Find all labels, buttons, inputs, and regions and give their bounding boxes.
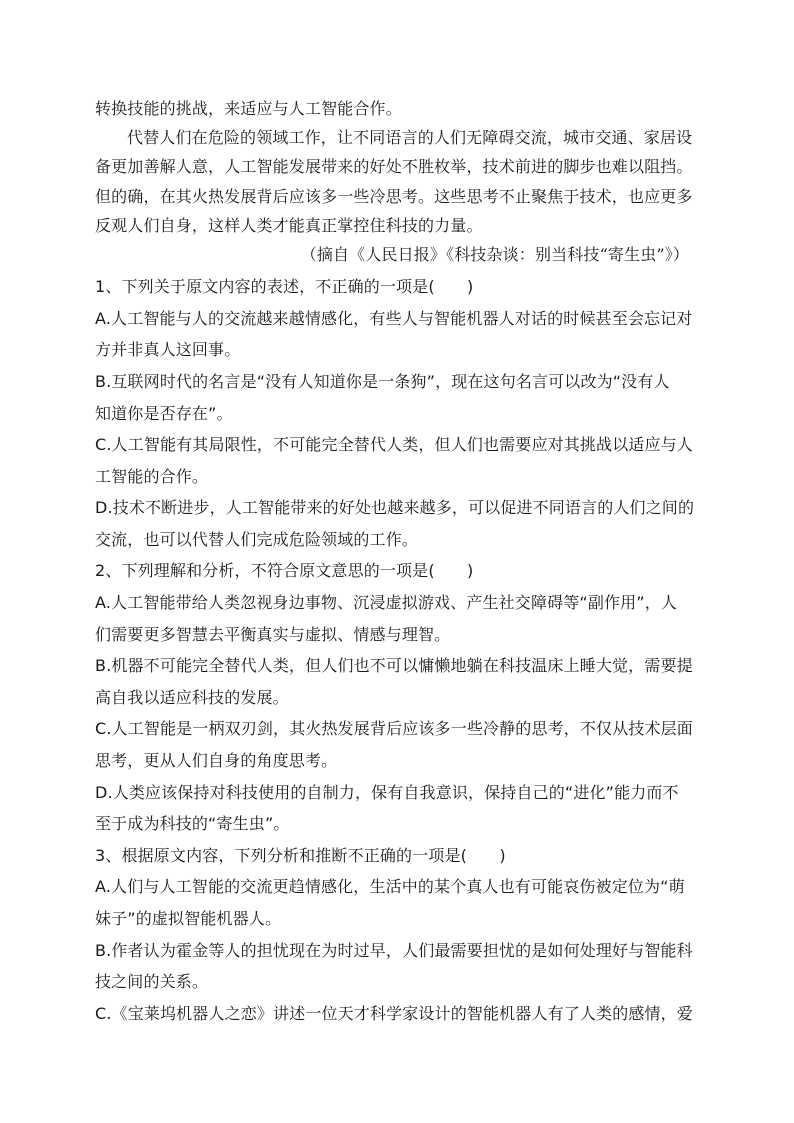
option-line: A.人工智能与人的交流越来越情感化，有些人与智能机器人对话的时候甚至会忘记对 xyxy=(95,308,693,328)
option-line: 思考，更从人们自身的角度思考。 xyxy=(95,751,338,771)
option-line: 至于成为科技的“寄生虫”。 xyxy=(95,814,290,834)
passage-line: 反观人们自身，这样人类才能真正掌控住科技的力量。 xyxy=(95,215,483,235)
option-line: 妹子”的虚拟智能机器人。 xyxy=(95,909,282,928)
option-line: 高自我以适应科技的发展。 xyxy=(95,687,289,707)
option-line: B.作者认为霍金等人的担忧现在为时过早，人们最需要担忧的是如何处理好与智能科 xyxy=(95,940,693,960)
question-stem: 1、下列关于原文内容的表述，不正确的一项是( ) xyxy=(95,277,474,297)
option-line: B.互联网时代的名言是“没有人知道你是一条狗”，现在这句名言可以改为“没有人 xyxy=(95,371,670,391)
option-line: A.人工智能带给人类忽视身边事物、沉浸虚拟游戏、产生社交障碍等“副作用”，人 xyxy=(95,593,678,613)
question-stem: 2、下列理解和分析，不符合原文意思的一项是( ) xyxy=(95,561,474,581)
option-line: 技之间的关系。 xyxy=(95,972,209,992)
question-stem: 3、根据原文内容，下列分析和推断不正确的一项是( ) xyxy=(95,845,506,865)
option-line: 方并非真人这回事。 xyxy=(95,340,241,360)
option-line: 们需要更多智慧去平衡真实与虚拟、情感与理智。 xyxy=(95,624,451,644)
option-line: 知道你是否存在”。 xyxy=(95,403,233,423)
option-line: C.人工智能是一柄双刃剑，其火热发展背后应该多一些冷静的思考，不仅从技术层面 xyxy=(95,719,693,739)
passage-line: 转换技能的挑战，来适应与人工智能合作。 xyxy=(95,99,402,118)
option-line: D.技术不断进步，人工智能带来的好处也越来越多，可以促进不同语言的人们之间的 xyxy=(95,498,695,518)
document-body xyxy=(95,94,697,1029)
option-line: C.《宝莱坞机器人之恋》讲述一位天才科学家设计的智能机器人有了人类的感情，爱 xyxy=(95,1003,693,1023)
passage-source: （摘自《人民日报》《科技杂谈：别当科技“寄生虫”》） xyxy=(300,244,689,264)
passage-line: 但的确，在其火热发展背后应该多一些冷思考。这些思考不止聚焦于技术，也应更多 xyxy=(95,186,693,206)
passage-line: 备更加善解人意，人工智能发展带来的好处不胜枚举，技术前进的脚步也难以阻挡。 xyxy=(95,157,693,177)
option-line: 交流，也可以代替人们完成危险领域的工作。 xyxy=(95,529,419,549)
option-line: 工智能的合作。 xyxy=(95,466,209,486)
option-line: A.人们与人工智能的交流更趋情感化，生活中的某个真人也有可能哀伤被定位为“萌 xyxy=(95,877,685,897)
option-line: D.人类应该保持对科技使用的自制力，保有自我意识，保持自己的“进化”能力而不 xyxy=(95,782,679,802)
option-line: B.机器不可能完全替代人类，但人们也不可以慵懒地躺在科技温床上睡大觉，需要提 xyxy=(95,656,693,676)
option-line: C.人工智能有其局限性，不可能完全替代人类，但人们也需要应对其挑战以适应与人 xyxy=(95,435,693,455)
passage-line: 代替人们在危险的领域工作，让不同语言的人们无障碍交流，城市交通、家居设 xyxy=(127,128,693,148)
